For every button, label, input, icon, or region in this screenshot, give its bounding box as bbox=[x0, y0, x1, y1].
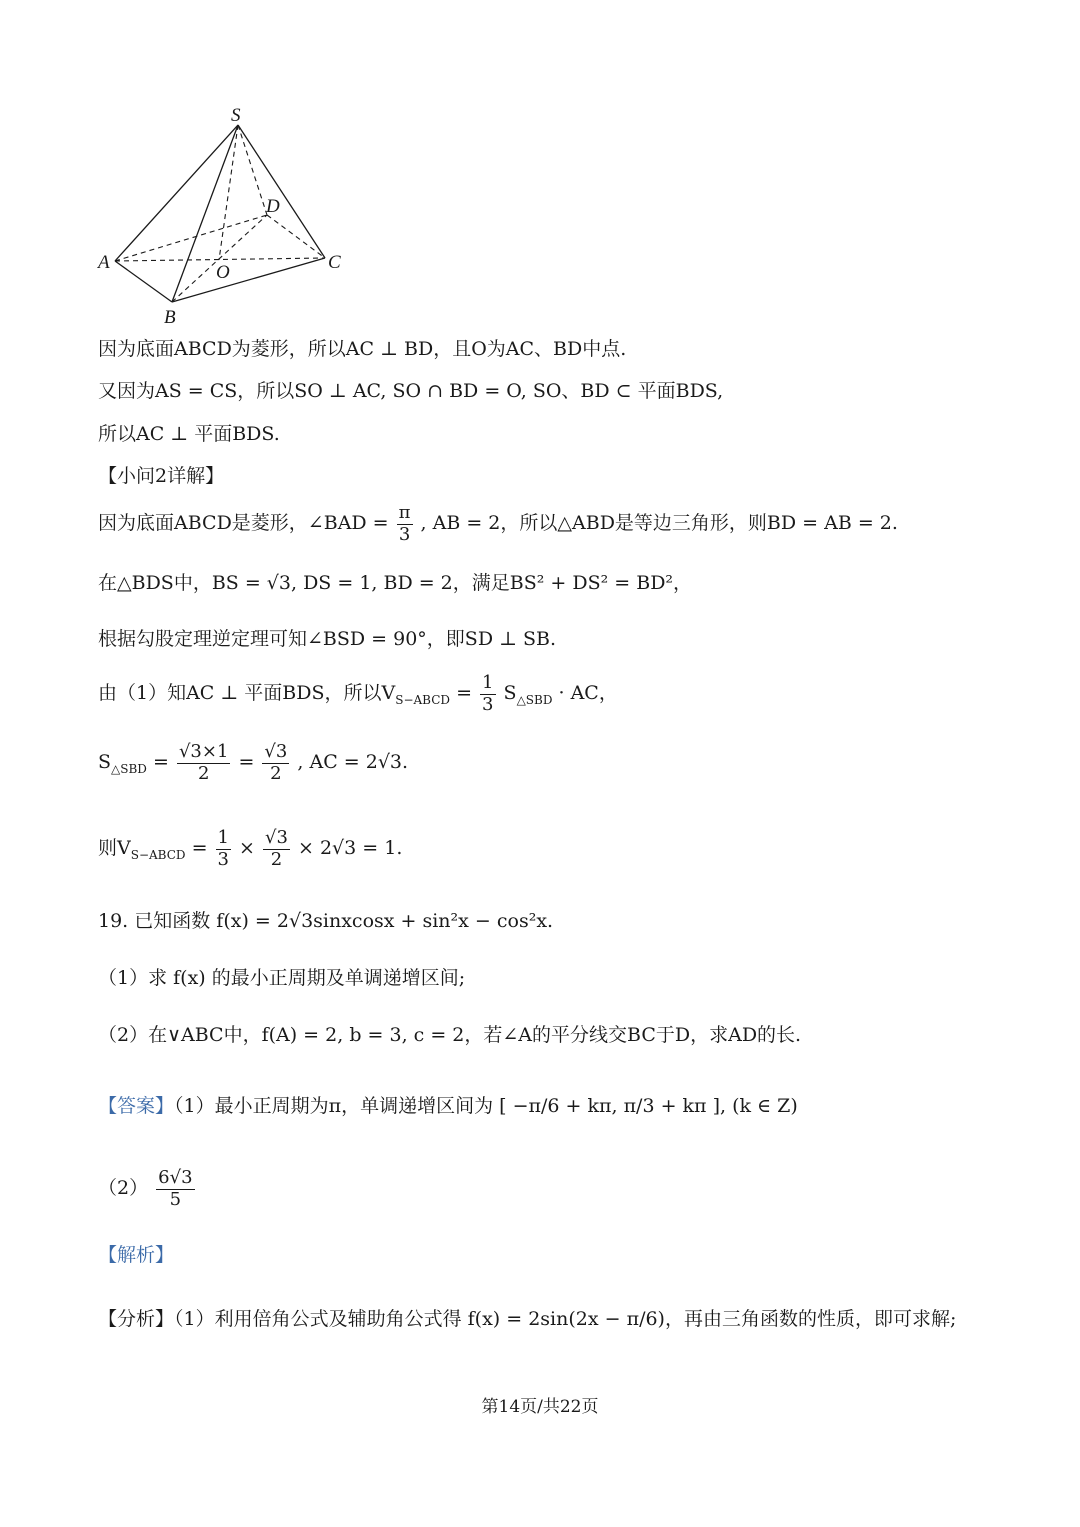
question-19-part1: （1）求 f(x) 的最小正周期及单调递增区间; bbox=[98, 967, 466, 989]
label-a: A bbox=[98, 252, 110, 273]
fenxi-tag: 【分析】 bbox=[98, 1308, 175, 1330]
text-line-7: 根据勾股定理逆定理可知∠BSD = 90°，即SD ⊥ SB. bbox=[98, 628, 557, 650]
question-19-part2: （2）在∨ABC中，f(A) = 2, b = 3, c = 2，若∠A的平分线交BC于D，求AD的长. bbox=[98, 1024, 802, 1046]
text-line-10: 则$V_{S-ABCD}$ = $\frac{1}{3}$ × $\frac{√3}{2}$ × 2√3 = 1. bbox=[98, 827, 403, 870]
label-o: O bbox=[216, 262, 230, 283]
text-line-5: 因为底面ABCD是菱形，∠BAD = $\frac{\pi}{3}$ , AB = 2，所以△ABD是等边三角形，则BD = AB = 2. bbox=[98, 502, 898, 545]
text-line-8: 由（1）知AC ⊥ 平面BDS，所以$V_{S-ABCD}$ = $\frac{1}{3}$ $S_{\triangle SBD}$ · AC， bbox=[98, 672, 618, 715]
answer-line-1: 【答案】（1）最小正周期为π，单调递增区间为 [ −π/6 + kπ, π/3 + kπ ], (k ∈ Z) bbox=[98, 1095, 798, 1117]
page-footer: 第14页/共22页 bbox=[481, 1397, 599, 1417]
fraction-sqrt3-over-2: $\frac{√3}{2}$ bbox=[264, 741, 288, 784]
text-line-6: 在△BDS中，BS = √3, DS = 1, BD = 2，满足BS² + DS² = BD²， bbox=[98, 572, 693, 594]
fraction-one-third: $\frac{1}{3}$ bbox=[482, 672, 494, 715]
text-line-1: 因为底面ABCD为菱形，所以AC ⊥ BD，且O为AC、BD中点. bbox=[98, 338, 627, 360]
section-heading-part2: 【小问2详解】 bbox=[98, 465, 225, 487]
label-c: C bbox=[328, 252, 341, 273]
label-b: B bbox=[164, 307, 176, 328]
fraction-sqrt3-over-2-b: $\frac{√3}{2}$ bbox=[265, 827, 288, 870]
label-d: D bbox=[266, 196, 280, 217]
fraction-sqrt3x1-over-2: $\frac{√3\times 1}{2}$ bbox=[178, 741, 229, 784]
interval-expression: [ −π/6 + kπ, π/3 + kπ ], (k ∈ Z) bbox=[499, 1095, 798, 1117]
analysis-line: 【分析】（1）利用倍角公式及辅助角公式得 f(x) = 2sin(2x − π/6)，再由三角函数的性质，即可求解; bbox=[98, 1308, 957, 1330]
answer-tag: 【答案】 bbox=[98, 1095, 175, 1117]
fraction-pi-over-3: $\frac{\pi}{3}$ bbox=[398, 502, 411, 545]
answer-line-2: （2） $\frac{6√3}{5}$ bbox=[98, 1167, 193, 1210]
fraction-6sqrt3-over-5: $\frac{6√3}{5}$ bbox=[158, 1167, 193, 1210]
text-line-3: 所以AC ⊥ 平面BDS. bbox=[98, 423, 280, 445]
analysis-tag: 【解析】 bbox=[98, 1244, 175, 1266]
fraction-one-third-b: $\frac{1}{3}$ bbox=[217, 827, 229, 870]
text-line-9: $S_{\triangle SBD}$ = $\frac{√3\times 1}{2}$ = $\frac{√3}{2}$ , AC = 2√3. bbox=[98, 741, 409, 784]
text-line-2: 又因为AS = CS，所以SO ⊥ AC, SO ∩ BD = O, SO、BD ⊂ 平面BDS, bbox=[98, 380, 724, 402]
question-19: 19. 已知函数 f(x) = 2√3sinxcosx + sin²x − cos²x. bbox=[98, 910, 554, 932]
pyramid-diagram bbox=[90, 105, 360, 330]
label-s: S bbox=[231, 105, 241, 126]
